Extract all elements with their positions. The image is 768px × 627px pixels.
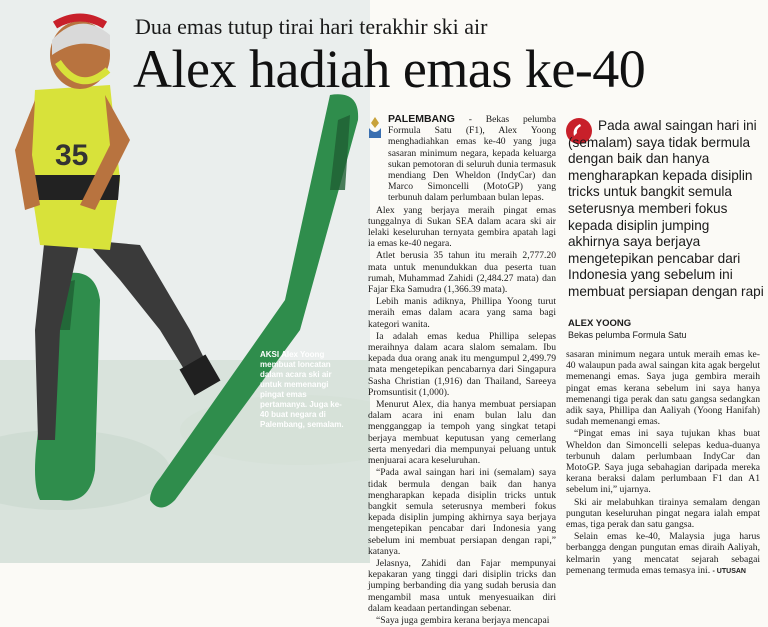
article-paragraph: Atlet berusia 35 tahun itu meraih 2,777.20 mata untuk menundukkan dua peserta tuan rumah, Muhammad Zahidi (2,484.27 mata) dan Fajar Eka Samudra (1,366.39 mata).: [368, 250, 556, 296]
article-paragraph: “Pingat emas ini saya tujukan khas buat Wheldon dan Simoncelli selepas kedua-duanya terbunuh dalam perlumbaan IndyCar dan MotoGP. Saya juga sebahagian daripada mereka kerana beraksi dalam perlumbaan F1 dan A1 sebelum ini,” ujarnya.: [566, 428, 760, 496]
caption-lead: AKSI: [260, 350, 280, 359]
article-column-2: [566, 349, 760, 578]
article-text: Selain emas ke-40, Malaysia juga harus berbangga dengan pungutan emas diraih Aaliyah, kelmarin yang mencatat sejarah sebagai pemenang termuda emas temasya ini.: [566, 531, 760, 576]
pull-quote: [568, 118, 764, 301]
caption-text: Alex Yoong membuat loncatan dalam acara ski air untuk memenangi pingat emas pertamanya. Juga ke-40 buat negara di Palembang, semalam.: [260, 350, 344, 429]
pull-quote-text: Pada awal saingan hari ini (semalam) saya tidak bermula dengan baik dan hanya mengharapkan kepada disiplin tricks untuk bangkit semula seterusnya memberi fokus kepada disiplin jumping akhirnya saya berjaya mengetepikan pencabar dari Indonesia yang sebelum ini membuat persiapan dengan rapi: [568, 118, 764, 299]
article-paragraph: Lebih manis adiknya, Phillipa Yoong turut meraih emas dalam acara yang sama bagi kategori wanita.: [368, 296, 556, 330]
article-paragraph: “Pada awal saingan hari ini (semalam) saya tidak bermula dengan baik dan hanya mengharapkan kepada disiplin tricks untuk bangkit semula seterusnya memberi fokus kepada disiplin jumping akhirnya saya berjaya mengetepikan pencabar dari Indonesia yang sebelum ini membuat persiapan dengan rapi,” katanya.: [368, 467, 556, 557]
article-paragraph: “Saya juga gembira kerana berjaya mencapai: [376, 614, 550, 626]
byline-credit: - UTUSAN: [712, 567, 746, 575]
headline: Alex hadiah emas ke-40: [133, 39, 646, 99]
quote-attribution-role: Bekas pelumba Formula Satu: [568, 330, 687, 340]
article-paragraph: Ia adalah emas kedua Phillipa selepas meraihnya dalam acara slalom semalam. Ibu kepada dua orang anak itu mengumpul 2,499.79 mata mengetepikan pencabarnya dari Singapura Sasha Christian (1,916) dan Thailand, Sareeya Promsuntisit (1,000).: [368, 330, 556, 398]
photo-caption: [260, 350, 348, 430]
article-text: - Bekas pelumba Formula Satu (F1), Alex Yoong menghadiahkan emas ke-40 yang juga sasaran minimum negara, kepada keluarga sukan pemotoran di seluruh dunia termasuk mendiang Den Wheldon (IndyCar) dan Marco Simoncelli (MotoGP) yang terbunuh dalam perlumbaan bulan lepas.: [388, 114, 556, 204]
article-paragraph: Ski air melabuhkan tirainya semalam dengan pungutan keseluruhan pingat negara ialah empat emas, tiga perak dan satu gangsa.: [566, 496, 760, 531]
kicker: Dua emas tutup tirai hari terakhir ski air: [135, 14, 488, 39]
article-paragraph: [566, 531, 760, 577]
article-paragraph: Menurut Alex, dia hanya membuat persiapan dalam acara ini enam bulan lalu dan mengganggap ia tempoh yang singkat tetapi berjaya membuat keputusan yang cemerlang serta menyedari dia mempunyai peluang untuk menjuarai acara keseluruhan.: [368, 399, 556, 467]
article-paragraph: [368, 114, 556, 204]
svg-text:35: 35: [55, 139, 89, 172]
article-column-1: [368, 114, 556, 627]
article-paragraph: Alex yang berjaya meraih pingat emas tunggalnya di Sukan SEA dalam acara ski air lelaki keseluruhan ternyata gembira apatah lagi ia emas ke-40 negara.: [368, 204, 556, 250]
quote-attribution-name: ALEX YOONG: [568, 318, 632, 329]
dateline: PALEMBANG: [388, 113, 455, 125]
article-paragraph: Jelasnya, Zahidi dan Fajar mempunyai kepakaran yang tinggi dari disiplin tricks dan jumping berbanding dia yang sudah berusia dan mengambil masa untuk menyesuaikan diri dalam keadaan pertandingan sebenar.: [368, 557, 556, 614]
article-paragraph: sasaran minimum negara untuk meraih emas ke-40 walaupun pada awal saingan kita agak bergelut memenangi emas. Saya juga gembira meraih pingat emas kerana sebelum ini saya hanya memenangi tiga perak dan satu gangsa sedangkan adik saya, Phillipa dan Aaliyah (Yoong Hanifah) sudah memenangi emas.: [566, 349, 760, 428]
